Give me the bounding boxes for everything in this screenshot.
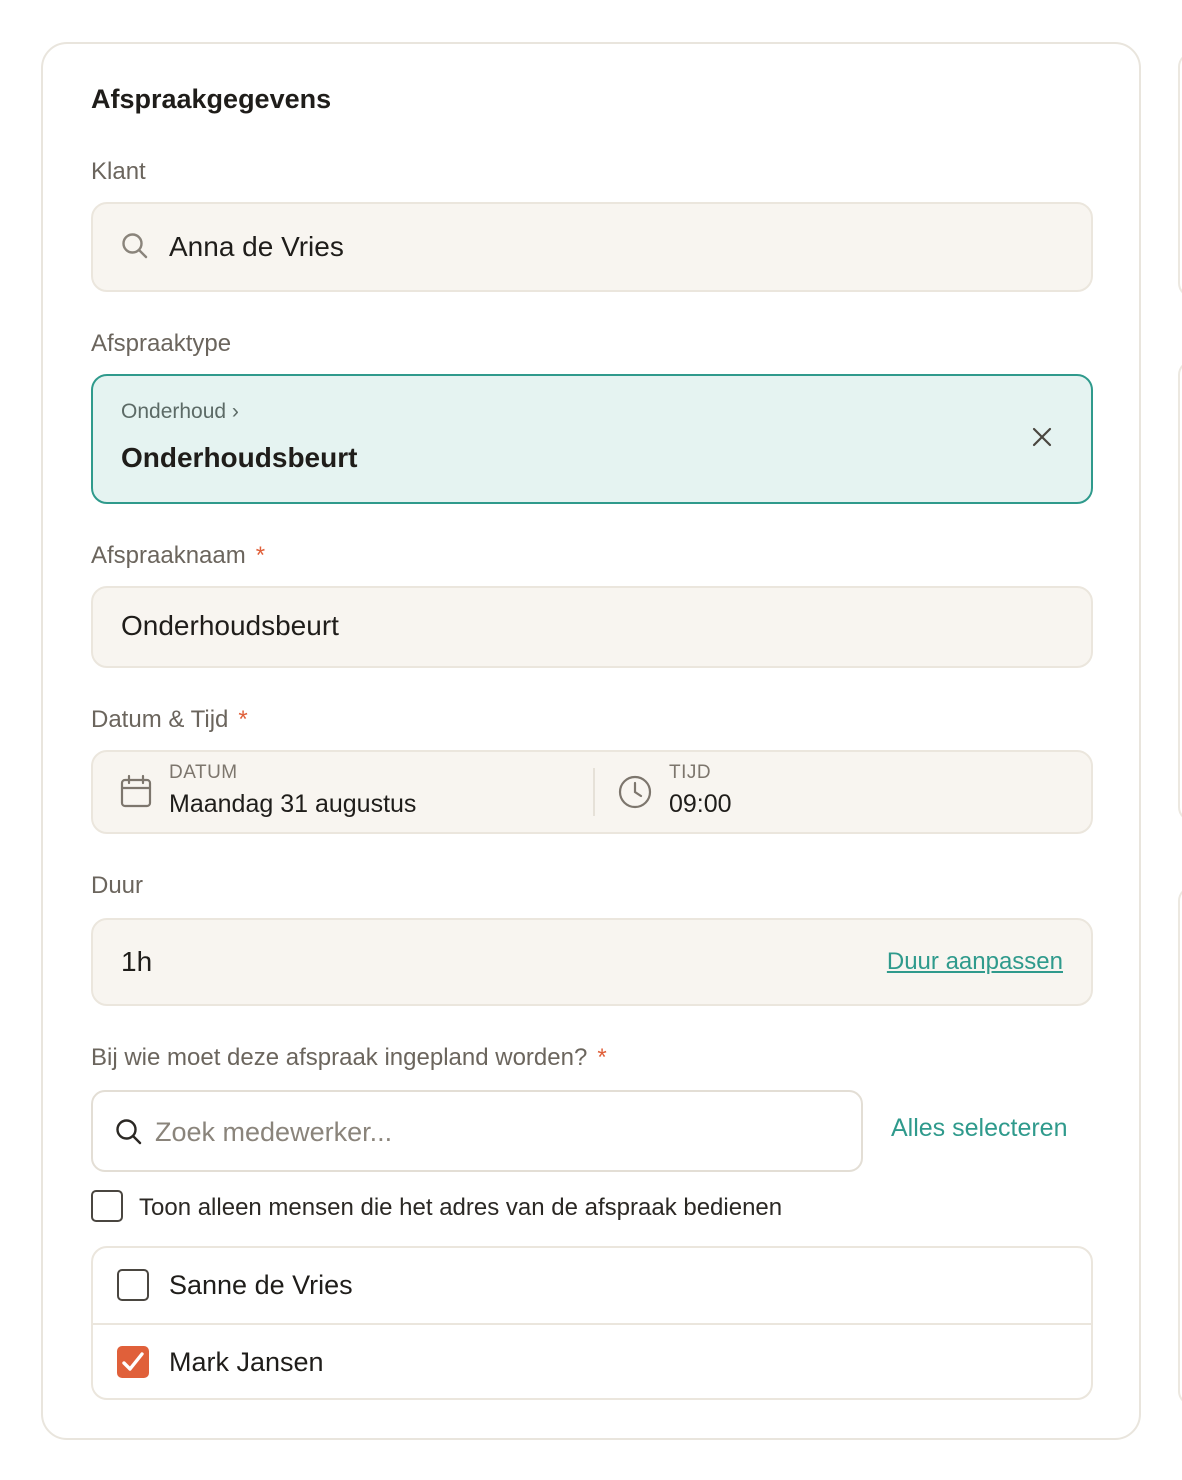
duration-label: Duur — [91, 872, 144, 899]
search-icon — [119, 230, 151, 262]
required-mark: * — [597, 1044, 607, 1071]
required-mark: * — [255, 542, 266, 569]
client-search-field[interactable] — [91, 202, 1093, 292]
list-item[interactable] — [93, 1323, 1091, 1398]
staff-label-text: Bij wie moet deze afspraak ingepland worden? — [91, 1044, 588, 1071]
checkmark-icon — [119, 1348, 147, 1376]
datetime-label-text: Datum & Tijd — [91, 706, 229, 733]
employee-name: Mark Jansen — [169, 1347, 324, 1377]
adjust-duration-link[interactable]: Duur aanpassen — [886, 948, 1063, 975]
service-area-filter-label: Toon alleen mensen die het adres van de afspraak bedienen — [139, 1194, 783, 1221]
appointment-name-input[interactable] — [91, 586, 1093, 668]
date-caption: DATUM — [169, 762, 238, 783]
staff-label — [91, 1044, 607, 1072]
adjacent-card-edge — [1178, 52, 1182, 298]
client-value: Anna de Vries — [169, 231, 344, 262]
close-icon[interactable] — [1029, 424, 1055, 450]
required-mark: * — [238, 706, 248, 733]
time-picker[interactable] — [595, 752, 1091, 832]
appointment-name-value: Onderhoudsbeurt — [121, 610, 339, 641]
date-value: Maandag 31 augustus — [169, 790, 417, 818]
adjacent-card-edge — [1178, 360, 1182, 822]
name-label-text: Afspraaknaam — [91, 542, 246, 569]
client-label: Klant — [91, 158, 146, 185]
time-caption: TIJD — [669, 762, 712, 783]
duration-value: 1h — [121, 946, 153, 977]
service-area-filter-checkbox[interactable] — [91, 1190, 123, 1222]
adjacent-card-edge — [1178, 886, 1182, 1406]
appointment-type-select[interactable] — [91, 374, 1093, 504]
calendar-icon — [119, 774, 153, 810]
employee-checkbox[interactable] — [117, 1346, 149, 1378]
datetime-field — [91, 750, 1093, 834]
datetime-label — [91, 706, 248, 734]
employee-search-input[interactable] — [155, 1110, 835, 1154]
card-title: Afspraakgegevens — [91, 84, 332, 114]
name-label — [91, 542, 265, 570]
list-item[interactable] — [93, 1248, 1091, 1323]
employee-list — [91, 1246, 1093, 1400]
employee-checkbox[interactable] — [117, 1269, 149, 1301]
employee-name: Sanne de Vries — [169, 1270, 353, 1300]
time-value: 09:00 — [669, 790, 732, 818]
type-label: Afspraaktype — [91, 330, 232, 357]
type-value: Onderhoudsbeurt — [121, 442, 358, 473]
search-icon — [113, 1116, 145, 1148]
employee-search — [91, 1090, 863, 1172]
date-picker[interactable] — [93, 752, 591, 832]
appointment-details-card — [41, 42, 1141, 1440]
type-breadcrumb: Onderhoud › — [121, 400, 239, 423]
select-all-link[interactable]: Alles selecteren — [891, 1114, 1068, 1142]
clock-icon — [617, 774, 653, 810]
duration-field — [91, 918, 1093, 1006]
